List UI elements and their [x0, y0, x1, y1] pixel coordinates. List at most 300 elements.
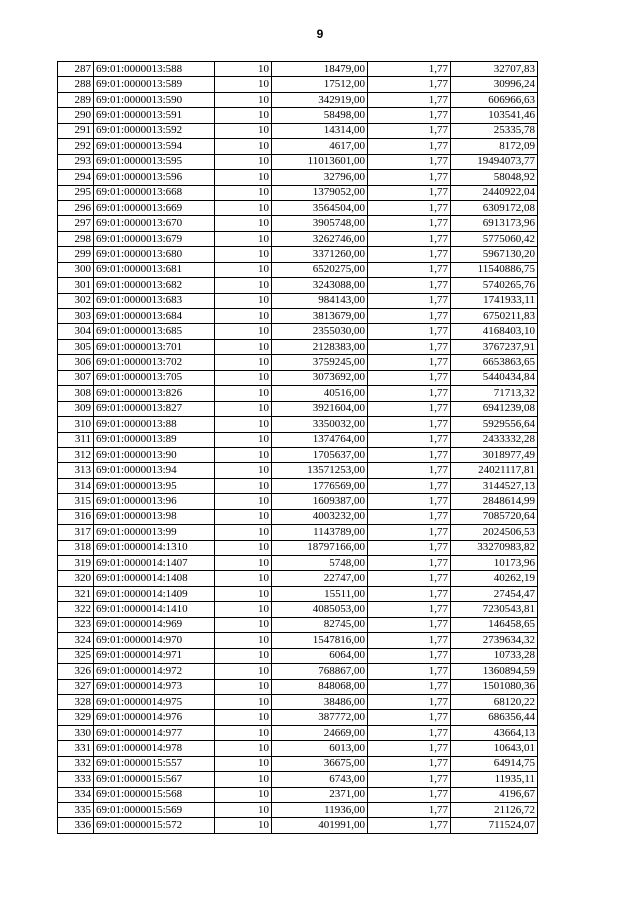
cadastral-number-cell: 69:01:0000013:590 — [94, 92, 215, 107]
value-cell: 24669,00 — [272, 725, 368, 740]
coefficient-cell: 1,77 — [368, 463, 451, 478]
value-cell: 6013,00 — [272, 741, 368, 756]
data-table — [57, 61, 538, 834]
total-cell: 6309172,08 — [451, 200, 538, 215]
total-cell: 1360894,59 — [451, 664, 538, 679]
total-cell: 686356,44 — [451, 710, 538, 725]
rate-cell: 10 — [215, 386, 272, 401]
cadastral-number-cell: 69:01:0000013:684 — [94, 309, 215, 324]
row-number-cell: 288 — [58, 77, 94, 92]
total-cell: 2024506,53 — [451, 525, 538, 540]
rate-cell: 10 — [215, 401, 272, 416]
cadastral-number-cell: 69:01:0000013:88 — [94, 417, 215, 432]
cadastral-number-cell: 69:01:0000015:568 — [94, 787, 215, 802]
total-cell: 6913173,96 — [451, 216, 538, 231]
table-row — [58, 309, 538, 324]
table-row — [58, 123, 538, 138]
coefficient-cell: 1,77 — [368, 247, 451, 262]
value-cell: 1609387,00 — [272, 494, 368, 509]
rate-cell: 10 — [215, 525, 272, 540]
row-number-cell: 301 — [58, 278, 94, 293]
value-cell: 38486,00 — [272, 694, 368, 709]
cadastral-number-cell: 69:01:0000014:1408 — [94, 571, 215, 586]
row-number-cell: 310 — [58, 417, 94, 432]
value-cell: 768867,00 — [272, 664, 368, 679]
cadastral-number-cell: 69:01:0000014:972 — [94, 664, 215, 679]
coefficient-cell: 1,77 — [368, 92, 451, 107]
total-cell: 10173,96 — [451, 556, 538, 571]
row-number-cell: 295 — [58, 185, 94, 200]
row-number-cell: 320 — [58, 571, 94, 586]
total-cell: 5775060,42 — [451, 231, 538, 246]
cadastral-number-cell: 69:01:0000015:569 — [94, 803, 215, 818]
table-row — [58, 139, 538, 154]
rate-cell: 10 — [215, 447, 272, 462]
table-row — [58, 633, 538, 648]
row-number-cell: 297 — [58, 216, 94, 231]
row-number-cell: 292 — [58, 139, 94, 154]
cadastral-number-cell: 69:01:0000013:685 — [94, 324, 215, 339]
table-row — [58, 648, 538, 663]
total-cell: 3767237,91 — [451, 339, 538, 354]
rate-cell: 10 — [215, 540, 272, 555]
row-number-cell: 289 — [58, 92, 94, 107]
coefficient-cell: 1,77 — [368, 478, 451, 493]
coefficient-cell: 1,77 — [368, 293, 451, 308]
cadastral-number-cell: 69:01:0000013:826 — [94, 386, 215, 401]
coefficient-cell: 1,77 — [368, 664, 451, 679]
total-cell: 1741933,11 — [451, 293, 538, 308]
value-cell: 2371,00 — [272, 787, 368, 802]
rate-cell: 10 — [215, 370, 272, 385]
total-cell: 7085720,64 — [451, 509, 538, 524]
table-row — [58, 247, 538, 262]
value-cell: 6743,00 — [272, 772, 368, 787]
row-number-cell: 309 — [58, 401, 94, 416]
table-row — [58, 293, 538, 308]
table-row — [58, 216, 538, 231]
value-cell: 22747,00 — [272, 571, 368, 586]
row-number-cell: 306 — [58, 355, 94, 370]
coefficient-cell: 1,77 — [368, 262, 451, 277]
rate-cell: 10 — [215, 633, 272, 648]
row-number-cell: 329 — [58, 710, 94, 725]
coefficient-cell: 1,77 — [368, 571, 451, 586]
rate-cell: 10 — [215, 694, 272, 709]
total-cell: 6941239,08 — [451, 401, 538, 416]
total-cell: 64914,75 — [451, 756, 538, 771]
rate-cell: 10 — [215, 339, 272, 354]
value-cell: 18479,00 — [272, 62, 368, 77]
row-number-cell: 294 — [58, 170, 94, 185]
rate-cell: 10 — [215, 417, 272, 432]
cadastral-number-cell: 69:01:0000013:595 — [94, 154, 215, 169]
value-cell: 4003232,00 — [272, 509, 368, 524]
row-number-cell: 318 — [58, 540, 94, 555]
cadastral-number-cell: 69:01:0000013:701 — [94, 339, 215, 354]
total-cell: 6653863,65 — [451, 355, 538, 370]
coefficient-cell: 1,77 — [368, 170, 451, 185]
coefficient-cell: 1,77 — [368, 494, 451, 509]
table-row — [58, 92, 538, 107]
value-cell: 6064,00 — [272, 648, 368, 663]
value-cell: 342919,00 — [272, 92, 368, 107]
cadastral-number-cell: 69:01:0000013:669 — [94, 200, 215, 215]
row-number-cell: 304 — [58, 324, 94, 339]
coefficient-cell: 1,77 — [368, 617, 451, 632]
total-cell: 24021117,81 — [451, 463, 538, 478]
table-row — [58, 62, 538, 77]
table-row — [58, 494, 538, 509]
value-cell: 848068,00 — [272, 679, 368, 694]
value-cell: 3564504,00 — [272, 200, 368, 215]
cadastral-number-cell: 69:01:0000015:572 — [94, 818, 215, 833]
table-body — [58, 62, 538, 834]
row-number-cell: 287 — [58, 62, 94, 77]
table-row — [58, 231, 538, 246]
value-cell: 11013601,00 — [272, 154, 368, 169]
table-row — [58, 725, 538, 740]
value-cell: 3759245,00 — [272, 355, 368, 370]
row-number-cell: 316 — [58, 509, 94, 524]
table-row — [58, 77, 538, 92]
row-number-cell: 327 — [58, 679, 94, 694]
row-number-cell: 290 — [58, 108, 94, 123]
cadastral-number-cell: 69:01:0000013:681 — [94, 262, 215, 277]
row-number-cell: 333 — [58, 772, 94, 787]
cadastral-number-cell: 69:01:0000013:99 — [94, 525, 215, 540]
row-number-cell: 307 — [58, 370, 94, 385]
cadastral-number-cell: 69:01:0000013:589 — [94, 77, 215, 92]
cadastral-number-cell: 69:01:0000013:94 — [94, 463, 215, 478]
coefficient-cell: 1,77 — [368, 185, 451, 200]
table-row — [58, 478, 538, 493]
value-cell: 2355030,00 — [272, 324, 368, 339]
table-row — [58, 339, 538, 354]
rate-cell: 10 — [215, 679, 272, 694]
rate-cell: 10 — [215, 185, 272, 200]
rate-cell: 10 — [215, 509, 272, 524]
cadastral-number-cell: 69:01:0000013:596 — [94, 170, 215, 185]
table-row — [58, 200, 538, 215]
coefficient-cell: 1,77 — [368, 432, 451, 447]
table-row — [58, 154, 538, 169]
coefficient-cell: 1,77 — [368, 509, 451, 524]
table-row — [58, 710, 538, 725]
coefficient-cell: 1,77 — [368, 417, 451, 432]
value-cell: 3905748,00 — [272, 216, 368, 231]
table-row — [58, 694, 538, 709]
value-cell: 3813679,00 — [272, 309, 368, 324]
table-row — [58, 108, 538, 123]
coefficient-cell: 1,77 — [368, 216, 451, 231]
value-cell: 40516,00 — [272, 386, 368, 401]
coefficient-cell: 1,77 — [368, 525, 451, 540]
coefficient-cell: 1,77 — [368, 725, 451, 740]
value-cell: 4617,00 — [272, 139, 368, 154]
cadastral-number-cell: 69:01:0000013:89 — [94, 432, 215, 447]
value-cell: 984143,00 — [272, 293, 368, 308]
total-cell: 606966,63 — [451, 92, 538, 107]
table-row — [58, 185, 538, 200]
total-cell: 68120,22 — [451, 694, 538, 709]
page-number: 9 — [316, 27, 324, 41]
coefficient-cell: 1,77 — [368, 694, 451, 709]
total-cell: 32707,83 — [451, 62, 538, 77]
value-cell: 3073692,00 — [272, 370, 368, 385]
cadastral-number-cell: 69:01:0000013:705 — [94, 370, 215, 385]
rate-cell: 10 — [215, 77, 272, 92]
table-row — [58, 463, 538, 478]
row-number-cell: 305 — [58, 339, 94, 354]
value-cell: 387772,00 — [272, 710, 368, 725]
coefficient-cell: 1,77 — [368, 139, 451, 154]
total-cell: 146458,65 — [451, 617, 538, 632]
cadastral-number-cell: 69:01:0000014:970 — [94, 633, 215, 648]
value-cell: 3350032,00 — [272, 417, 368, 432]
rate-cell: 10 — [215, 803, 272, 818]
row-number-cell: 325 — [58, 648, 94, 663]
row-number-cell: 324 — [58, 633, 94, 648]
total-cell: 2848614,99 — [451, 494, 538, 509]
table-row — [58, 679, 538, 694]
value-cell: 1379052,00 — [272, 185, 368, 200]
total-cell: 71713,32 — [451, 386, 538, 401]
rate-cell: 10 — [215, 725, 272, 740]
total-cell: 11935,11 — [451, 772, 538, 787]
total-cell: 3144527,13 — [451, 478, 538, 493]
total-cell: 711524,07 — [451, 818, 538, 833]
rate-cell: 10 — [215, 787, 272, 802]
row-number-cell: 293 — [58, 154, 94, 169]
cadastral-number-cell: 69:01:0000013:591 — [94, 108, 215, 123]
coefficient-cell: 1,77 — [368, 787, 451, 802]
rate-cell: 10 — [215, 756, 272, 771]
value-cell: 58498,00 — [272, 108, 368, 123]
cadastral-number-cell: 69:01:0000013:680 — [94, 247, 215, 262]
rate-cell: 10 — [215, 216, 272, 231]
value-cell: 6520275,00 — [272, 262, 368, 277]
cadastral-number-cell: 69:01:0000014:969 — [94, 617, 215, 632]
table-row — [58, 509, 538, 524]
coefficient-cell: 1,77 — [368, 108, 451, 123]
table-row — [58, 417, 538, 432]
cadastral-number-cell: 69:01:0000013:702 — [94, 355, 215, 370]
value-cell: 2128383,00 — [272, 339, 368, 354]
table-row — [58, 571, 538, 586]
cadastral-number-cell: 69:01:0000013:90 — [94, 447, 215, 462]
coefficient-cell: 1,77 — [368, 556, 451, 571]
total-cell: 7230543,81 — [451, 602, 538, 617]
total-cell: 2440922,04 — [451, 185, 538, 200]
row-number-cell: 323 — [58, 617, 94, 632]
rate-cell: 10 — [215, 355, 272, 370]
coefficient-cell: 1,77 — [368, 710, 451, 725]
total-cell: 5967130,20 — [451, 247, 538, 262]
cadastral-number-cell: 69:01:0000013:679 — [94, 231, 215, 246]
value-cell: 82745,00 — [272, 617, 368, 632]
row-number-cell: 296 — [58, 200, 94, 215]
row-number-cell: 336 — [58, 818, 94, 833]
table-row — [58, 262, 538, 277]
coefficient-cell: 1,77 — [368, 355, 451, 370]
row-number-cell: 328 — [58, 694, 94, 709]
value-cell: 13571253,00 — [272, 463, 368, 478]
cadastral-number-cell: 69:01:0000013:670 — [94, 216, 215, 231]
coefficient-cell: 1,77 — [368, 401, 451, 416]
coefficient-cell: 1,77 — [368, 62, 451, 77]
total-cell: 30996,24 — [451, 77, 538, 92]
table-row — [58, 355, 538, 370]
coefficient-cell: 1,77 — [368, 278, 451, 293]
rate-cell: 10 — [215, 556, 272, 571]
total-cell: 19494073,77 — [451, 154, 538, 169]
table-row — [58, 818, 538, 833]
rate-cell: 10 — [215, 62, 272, 77]
cadastral-number-cell: 69:01:0000013:588 — [94, 62, 215, 77]
coefficient-cell: 1,77 — [368, 756, 451, 771]
table-row — [58, 741, 538, 756]
total-cell: 6750211,83 — [451, 309, 538, 324]
coefficient-cell: 1,77 — [368, 154, 451, 169]
coefficient-cell: 1,77 — [368, 200, 451, 215]
table-row — [58, 170, 538, 185]
row-number-cell: 299 — [58, 247, 94, 262]
coefficient-cell: 1,77 — [368, 540, 451, 555]
value-cell: 32796,00 — [272, 170, 368, 185]
cadastral-number-cell: 69:01:0000014:973 — [94, 679, 215, 694]
total-cell: 27454,47 — [451, 586, 538, 601]
coefficient-cell: 1,77 — [368, 324, 451, 339]
cadastral-number-cell: 69:01:0000014:971 — [94, 648, 215, 663]
table-row — [58, 586, 538, 601]
row-number-cell: 322 — [58, 602, 94, 617]
total-cell: 4196,67 — [451, 787, 538, 802]
table-row — [58, 525, 538, 540]
cadastral-number-cell: 69:01:0000013:682 — [94, 278, 215, 293]
rate-cell: 10 — [215, 741, 272, 756]
rate-cell: 10 — [215, 818, 272, 833]
row-number-cell: 315 — [58, 494, 94, 509]
cadastral-number-cell: 69:01:0000014:976 — [94, 710, 215, 725]
rate-cell: 10 — [215, 231, 272, 246]
rate-cell: 10 — [215, 648, 272, 663]
value-cell: 1776569,00 — [272, 478, 368, 493]
cadastral-number-cell: 69:01:0000013:827 — [94, 401, 215, 416]
rate-cell: 10 — [215, 710, 272, 725]
rate-cell: 10 — [215, 247, 272, 262]
cadastral-number-cell: 69:01:0000013:96 — [94, 494, 215, 509]
coefficient-cell: 1,77 — [368, 633, 451, 648]
row-number-cell: 331 — [58, 741, 94, 756]
rate-cell: 10 — [215, 571, 272, 586]
total-cell: 3018977,49 — [451, 447, 538, 462]
row-number-cell: 314 — [58, 478, 94, 493]
total-cell: 2739634,32 — [451, 633, 538, 648]
coefficient-cell: 1,77 — [368, 123, 451, 138]
total-cell: 10733,28 — [451, 648, 538, 663]
value-cell: 4085053,00 — [272, 602, 368, 617]
value-cell: 11936,00 — [272, 803, 368, 818]
rate-cell: 10 — [215, 772, 272, 787]
value-cell: 401991,00 — [272, 818, 368, 833]
coefficient-cell: 1,77 — [368, 339, 451, 354]
cadastral-number-cell: 69:01:0000015:567 — [94, 772, 215, 787]
row-number-cell: 298 — [58, 231, 94, 246]
table-row — [58, 664, 538, 679]
rate-cell: 10 — [215, 170, 272, 185]
row-number-cell: 308 — [58, 386, 94, 401]
row-number-cell: 319 — [58, 556, 94, 571]
row-number-cell: 300 — [58, 262, 94, 277]
total-cell: 10643,01 — [451, 741, 538, 756]
value-cell: 36675,00 — [272, 756, 368, 771]
table-row — [58, 401, 538, 416]
rate-cell: 10 — [215, 494, 272, 509]
coefficient-cell: 1,77 — [368, 803, 451, 818]
total-cell: 33270983,82 — [451, 540, 538, 555]
coefficient-cell: 1,77 — [368, 602, 451, 617]
table-row — [58, 772, 538, 787]
table-row — [58, 278, 538, 293]
cadastral-number-cell: 69:01:0000014:978 — [94, 741, 215, 756]
table-row — [58, 803, 538, 818]
row-number-cell: 326 — [58, 664, 94, 679]
coefficient-cell: 1,77 — [368, 741, 451, 756]
table-row — [58, 540, 538, 555]
coefficient-cell: 1,77 — [368, 818, 451, 833]
rate-cell: 10 — [215, 293, 272, 308]
rate-cell: 10 — [215, 324, 272, 339]
row-number-cell: 302 — [58, 293, 94, 308]
row-number-cell: 334 — [58, 787, 94, 802]
cadastral-number-cell: 69:01:0000013:594 — [94, 139, 215, 154]
row-number-cell: 335 — [58, 803, 94, 818]
total-cell: 25335,78 — [451, 123, 538, 138]
table-row — [58, 787, 538, 802]
rate-cell: 10 — [215, 278, 272, 293]
cadastral-number-cell: 69:01:0000014:1410 — [94, 602, 215, 617]
rate-cell: 10 — [215, 602, 272, 617]
table-row — [58, 432, 538, 447]
value-cell: 14314,00 — [272, 123, 368, 138]
coefficient-cell: 1,77 — [368, 679, 451, 694]
rate-cell: 10 — [215, 154, 272, 169]
value-cell: 3243088,00 — [272, 278, 368, 293]
row-number-cell: 330 — [58, 725, 94, 740]
rate-cell: 10 — [215, 139, 272, 154]
rate-cell: 10 — [215, 108, 272, 123]
cadastral-number-cell: 69:01:0000015:557 — [94, 756, 215, 771]
table-row — [58, 556, 538, 571]
cadastral-number-cell: 69:01:0000013:98 — [94, 509, 215, 524]
total-cell: 58048,92 — [451, 170, 538, 185]
rate-cell: 10 — [215, 586, 272, 601]
value-cell: 5748,00 — [272, 556, 368, 571]
cadastral-number-cell: 69:01:0000013:683 — [94, 293, 215, 308]
rate-cell: 10 — [215, 432, 272, 447]
value-cell: 1374764,00 — [272, 432, 368, 447]
total-cell: 40262,19 — [451, 571, 538, 586]
table-row — [58, 324, 538, 339]
value-cell: 1705637,00 — [272, 447, 368, 462]
row-number-cell: 312 — [58, 447, 94, 462]
rate-cell: 10 — [215, 664, 272, 679]
rate-cell: 10 — [215, 309, 272, 324]
row-number-cell: 311 — [58, 432, 94, 447]
table-row — [58, 447, 538, 462]
value-cell: 18797166,00 — [272, 540, 368, 555]
